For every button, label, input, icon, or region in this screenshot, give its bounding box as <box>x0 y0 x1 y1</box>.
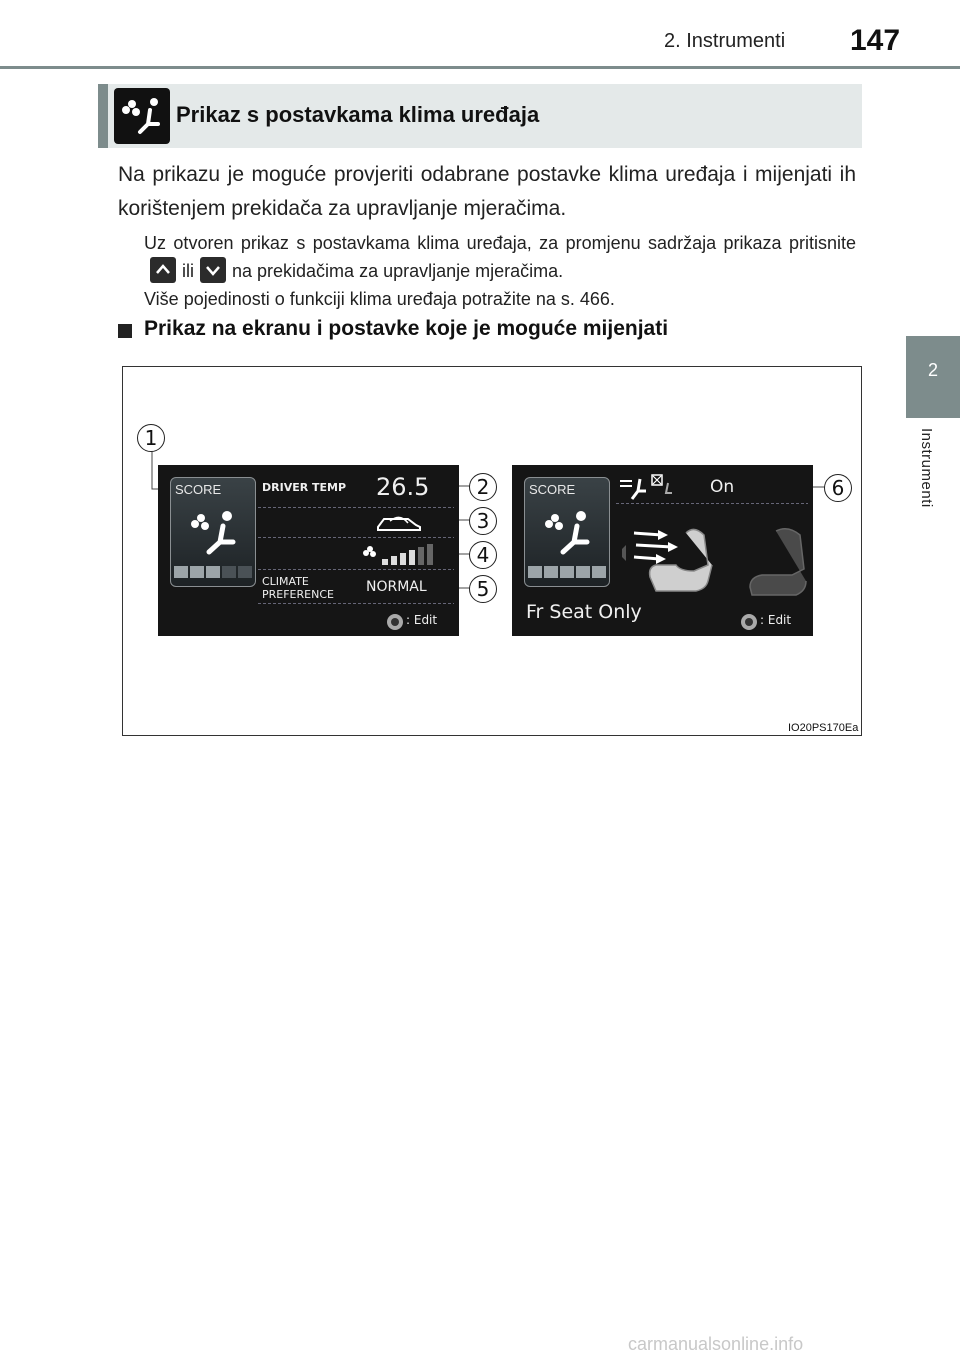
callout-4: 4 <box>469 541 497 569</box>
climate-person-fan-icon <box>187 504 243 560</box>
score-segment <box>576 566 590 578</box>
score-segment <box>222 566 236 578</box>
callout-2: 2 <box>469 473 497 501</box>
fan-speed-bars-icon <box>362 541 438 567</box>
climate-preference-label <box>262 575 334 601</box>
row-divider <box>258 507 454 508</box>
score-segment <box>560 566 574 578</box>
climate-screen-left <box>158 465 459 636</box>
climate-preference-line2: PREFERENCE <box>262 588 334 601</box>
illustration-code: IO20PS170Ea <box>788 722 859 734</box>
subheading: Prikaz na ekranu i postavke koje je moguće mijenjati <box>144 317 669 340</box>
temperature-value: 26.5 <box>376 473 430 501</box>
climate-person-fan-icon <box>541 504 597 560</box>
intro-paragraph: Na prikazu je moguće provjeriti odabrane postavke klima uređaja i mijenjati ih korištenjem prekidača za upravljanje mjeračima. <box>118 163 856 220</box>
climate-preference-line1: CLIMATE <box>262 575 309 588</box>
callout-5: 5 <box>469 575 497 603</box>
row-divider <box>258 603 454 604</box>
score-segment <box>592 566 606 578</box>
climate-screen-right <box>512 465 813 636</box>
edit-knob-icon <box>386 613 404 631</box>
page-number: 147 <box>850 24 901 57</box>
score-segment <box>528 566 542 578</box>
seat-focus-airflow-icon <box>618 473 676 501</box>
seat-focus-status: On <box>710 477 735 497</box>
section-heading: Prikaz s postavkama klima uređaja <box>176 102 540 127</box>
front-seat-airflow-illustration <box>616 505 812 601</box>
score-segment <box>206 566 220 578</box>
driver-temp-label: DRIVER TEMP <box>262 481 347 494</box>
reference-paragraph: Više pojedinosti o funkciji klima uređaja potražite na s. 466. <box>144 289 615 309</box>
score-segment <box>544 566 558 578</box>
section-title: 2. Instrumenti <box>664 30 786 52</box>
recirculation-car-icon <box>374 511 424 533</box>
row-divider <box>258 537 454 538</box>
score-panel <box>524 477 610 587</box>
score-panel <box>170 477 256 587</box>
instruction-text-or: ili <box>182 261 194 281</box>
row-divider <box>258 569 454 570</box>
score-label: SCORE <box>529 482 576 497</box>
chapter-tab-number: 2 <box>927 360 938 380</box>
edit-knob-icon <box>740 613 758 631</box>
row-divider <box>616 503 808 504</box>
edit-label: : Edit <box>406 613 438 627</box>
climate-preference-value: NORMAL <box>366 579 427 595</box>
score-segment <box>238 566 252 578</box>
seat-mode-label: Fr Seat Only <box>526 601 642 623</box>
callout-6: 6 <box>824 474 852 502</box>
watermark: carmanualsonline.info <box>628 1334 804 1354</box>
instruction-text-start: Uz otvoren prikaz s postavkama klima uređaja, za promjenu sadržaja prikaza pritisnite <box>144 233 856 253</box>
score-segment <box>174 566 188 578</box>
score-segment <box>190 566 204 578</box>
callout-1: 1 <box>137 424 165 452</box>
score-label: SCORE <box>175 482 222 497</box>
edit-label: : Edit <box>760 613 792 627</box>
instruction-text-end: na prekidačima za upravljanje mjeračima. <box>232 261 564 281</box>
callout-3: 3 <box>469 507 497 535</box>
chapter-tab-label: Instrumenti <box>918 428 935 508</box>
